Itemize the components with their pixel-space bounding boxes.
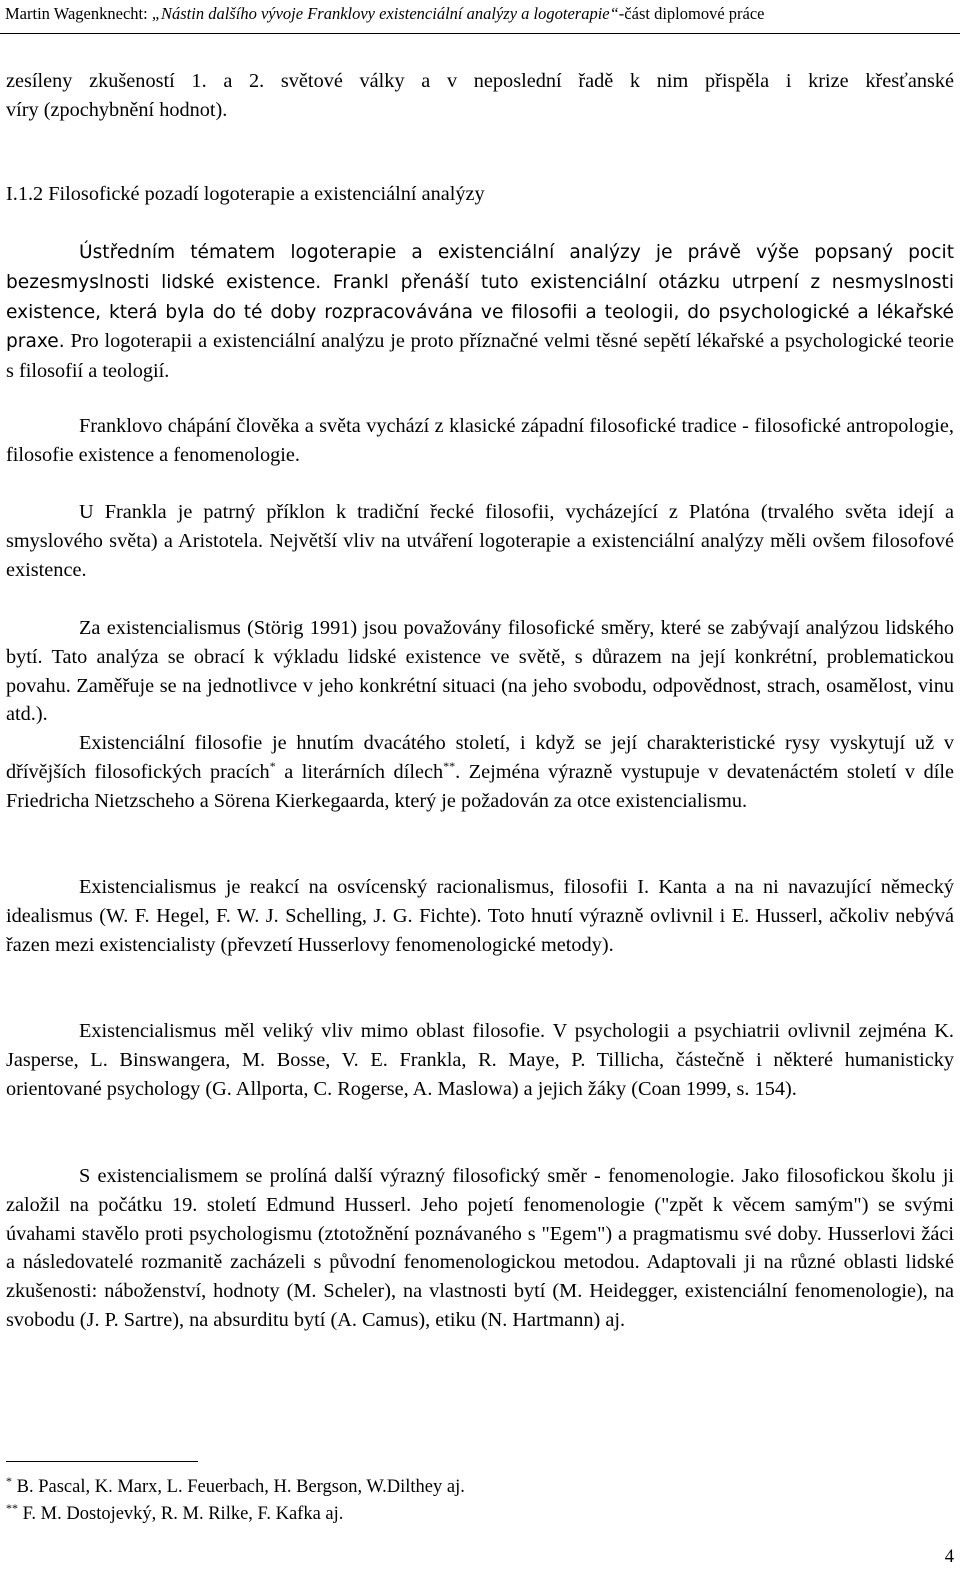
paragraph-4: Za existencialismus (Störig 1991) jsou považovány filosofické směry, které se zabývají analýzou lidského bytí. Tato analýza se obrací k výkladu lidské existence ve světě, s důrazem na její konkrétní, problematickou povahu. Zaměřuje se na jednotlivce v jeho konkrétní situaci (na jeho svobodu, odpovědnost, strach, osamělost, vinu atd.). (6, 617, 954, 726)
footnote-2-text: F. M. Dostojevký, R. M. Rilke, F. Kafka aj. (18, 1504, 344, 1524)
page-number: 4 (944, 1547, 954, 1567)
paragraph-2: Franklovo chápání člověka a světa vychází z klasické západní filosofické tradice - filosofické antropologie, filosofie existence a fenomenologie. (6, 415, 954, 466)
paragraph-1 (6, 238, 954, 386)
header-title: „Nástin dalšího vývoje Franklovy existenciální analýzy a logoterapie“ (151, 4, 619, 23)
paragraph-7: Existencialismus měl veliký vliv mimo oblast filosofie. V psychologii a psychiatrii ovlivnil zejména K. Jasperse, L. Binswangera, M. Bosse, V. E. Frankla, R. Maye, P. Tillicha, částečně i některé humanisticky orientované psychology (G. Allporta, C. Rogerse, A. Maslowa) a jejich žáky (Coan 1999, s. 154). (6, 1020, 954, 1100)
footnote-2-mark: ** (6, 1501, 18, 1515)
footnote-2 (6, 1502, 343, 1526)
footnote-1-text: B. Pascal, K. Marx, L. Feuerbach, H. Bergson, W.Dilthey aj. (12, 1477, 465, 1497)
p5-text-b: a literárních dílech (275, 760, 444, 783)
p1-sentence-3: Pro logoterapii a existenciální analýzu je proto příznačné velmi těsné sepětí lékařské a psychologické teorie s filosofií a teologií. (6, 330, 954, 383)
header-author: Martin Wagenknecht: (5, 4, 152, 23)
footnote-separator (6, 1461, 198, 1462)
intro-line-2: víry (zpochybnění hodnot). (6, 98, 228, 121)
paragraph-6: Existencialismus je reakcí na osvícenský racionalismus, filosofii I. Kanta a na ni navazující německý idealismus (W. F. Hegel, F. W. J. Schelling, J. G. Fichte). Toto hnutí výrazně ovlivnil i E. Husserl, ačkoliv nebývá řazen mezi existencialisty (převzetí Husserlovy fenomenologické metody). (6, 876, 954, 956)
header-rule (0, 33, 960, 34)
footnote-ref-2: ** (443, 758, 456, 773)
running-header (5, 3, 955, 25)
p5-text-c: . Zejména výrazně vystupuje v devatenáctém století v díle Friedricha Nietzscheho a Sörena Kierkegaarda, který je požadován za otce existencialismu. (6, 760, 954, 812)
paragraph-3: U Frankla je patrný příklon k tradiční řecké filosofii, vycházející z Platóna (trvalého světa idejí a smyslového světa) a Aristotela. Největší vliv na utváření logoterapie a existenciální analýzy měli ovšem filosofové existence. (6, 501, 954, 581)
header-suffix: -část diplomové práce (618, 4, 765, 23)
section-heading: I.1.2 Filosofické pozadí logoterapie a existenciální analýzy (6, 183, 485, 205)
p1-sentence-1: Ústředním tématem logoterapie a existenciální analýzy je právě výše popsaný pocit bezesmyslnosti lidské existence. (6, 242, 954, 293)
paragraph-8: S existencialismem se prolíná další výrazný filosofický směr - fenomenologie. Jako filosofickou školu ji založil na počátku 19. století Edmund Husserl. Jeho pojetí fenomenologie ("zpět k věcem samým") se svými úvahami stavělo proti psychologismu (ztotožnění poznávaného s "Egem") a pragmatismu své doby. Husserlovi žáci a následovatelé rozmanitě zacházeli s původní fenomenologickou metodou. Adaptovali ji na různé oblasti lidské zkušenosti: náboženství, hodnoty (M. Scheler), na vlastnosti bytí (M. Heidegger, existenciální fenomenologie), na svobodu (J. P. Sartre), na absurditu bytí (A. Camus), etiku (N. Hartmann) aj. (6, 1165, 954, 1331)
footnote-1 (6, 1475, 465, 1499)
paragraph-5 (6, 729, 954, 815)
intro-line-1: zesíleny zkušeností 1. a 2. světové války a v neposlední řadě k nim přispěla i krize křesťanské (6, 70, 954, 92)
p5-text-a: Existenciální filosofie je hnutím dvacátého století, i když se její charakteristické rysy vyskytují už v dřívějších filosofických pracích (6, 732, 954, 783)
intro-paragraph (6, 67, 954, 125)
footnote-ref-1: * (269, 758, 276, 773)
footnote-1-mark: * (6, 1474, 12, 1488)
p1-sentence-2: Frankl přenáší tuto existenciální otázku utrpení z nesmyslnosti existence, která byla do té doby rozpracovávána ve filosofii a teologii, do psychologické a lékařské praxe. (6, 271, 954, 353)
